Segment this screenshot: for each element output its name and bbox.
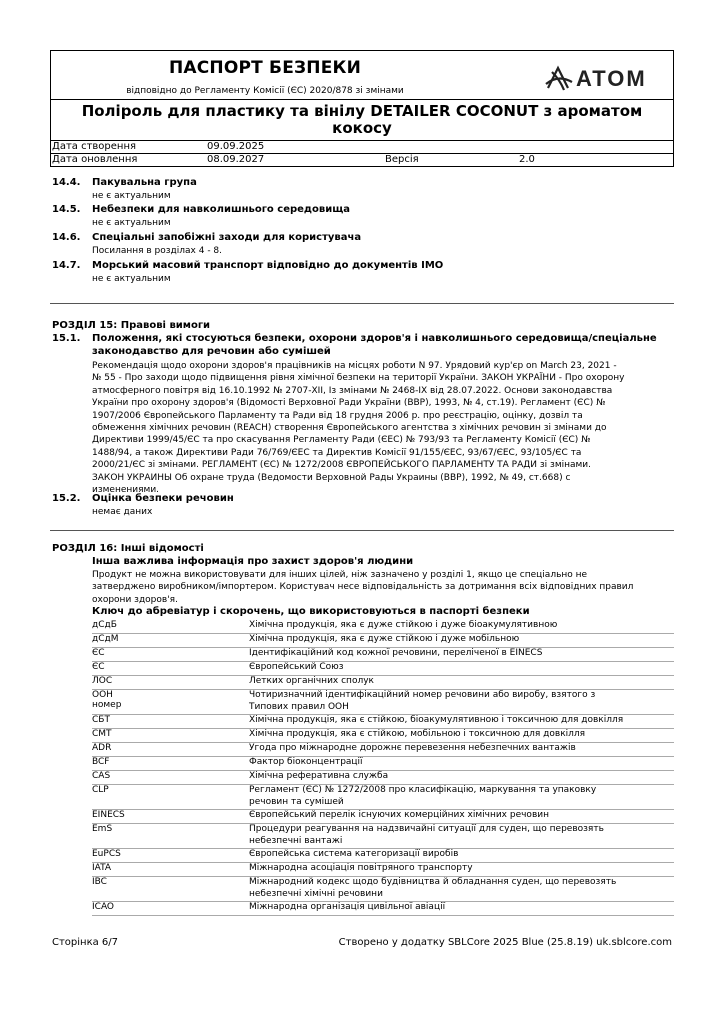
abbr-key: IATA [92, 863, 112, 873]
abbr-key: ЄС [92, 648, 105, 658]
abbr-key: ЄС [92, 662, 105, 672]
item-title: Пакувальна група [92, 177, 197, 188]
abbr-value: Ідентифікаційний код кожної речовини, переліченої в EINECS [249, 648, 543, 658]
item-text: не є актуальним [92, 191, 171, 201]
abbr-value: Хімічна реферативна служба [249, 771, 389, 781]
updated-label: Дата оновлення [52, 154, 138, 165]
abbr-key: BCF [92, 757, 110, 767]
abbr-value: Міжнародна асоціація повітряного транспорту [249, 863, 473, 873]
header-divider [50, 99, 674, 100]
item-text: немає даних [92, 507, 153, 517]
abbr-key: EmS [92, 824, 113, 834]
created-label: Дата створення [52, 141, 136, 152]
abbr-key: ADR [92, 743, 112, 753]
abbr-value: Хімічна продукція, яка є дуже стійкою і дуже мобільною [249, 634, 520, 644]
atom-logo-text: ATOM [576, 66, 647, 91]
abbr-value: Хімічна продукція, яка є стійкою, мобільною і токсичною для довкілля [249, 729, 586, 739]
abbr-key: СМТ [92, 729, 112, 739]
created-value: 09.09.2025 [207, 141, 265, 152]
item-text: не є актуальним [92, 274, 171, 284]
abbr-value: Процедури реагування на надзвичайні ситуації для суден, що перевозять небезпечні вантажі [249, 824, 604, 846]
item-title: Небезпеки для навколишнього середовища [92, 204, 351, 215]
abbr-value: Угода про міжнародне дорожнє перевезення небезпечних вантажів [249, 743, 576, 753]
document-title: ПАСПОРТ БЕЗПЕКИ [168, 58, 362, 78]
abbr-key: IBC [92, 877, 107, 887]
atom-logo-icon [546, 68, 572, 90]
header-divider-2 [50, 140, 674, 141]
abbr-value: Хімічна продукція, яка є дуже стійкою і дуже біоакумулятивною [249, 620, 558, 630]
created-with: Створено у додатку SBLCore 2025 Blue (25.8.19) uk.sblcore.com [338, 937, 672, 948]
item-title: Морський масовий транспорт відповідно до документів IMO [92, 260, 444, 271]
regulations-text: Рекомендація щодо охорони здоров'я працівників на місцях роботи N 97. Урядовий кур'єр on March 23, 2021 - № 55 - Про заходи щодо підвищення рівня хімічної безпеки на території України. ЗАКОН УКРАЇНИ - Про охорону атмосферного повітря від 16.10.1992 № 2707-XII, Із змінами № 2468-IX від 28.07.2022. Основи законодавства України про охорону здоров'я (Відомості Верховної Ради України (ВВР), 1993, № 4, ст.19). Регламент (ЄС) № 1907/2006 Європейського Парламенту та Ради від 18 грудня 2006 р. про реєстрацію, оцінку, дозвіл та обмеження хімічних речовин (REACH) створення Європейського агентства з хімічних речовин зі змінами до Директиви 1999/45/ЄС та про скасування Регламенту Ради (ЄЕС) № 793/93 та Регламенту Комісії (ЄС) № 1488/94, а також Директиви Ради 76/769/ЄЕС та Директив Комісії 91/155/ЄЕС, 93/67/ЄЕС, 93/105/ЄС та 2000/21/ЄС зі змінами. РЕГЛАМЕНТ (ЄС) № 1272/2008 ЄВРОПЕЙСЬКОГО ПАРЛАМЕНТУ ТА РАДИ зі змінами. ЗАКОН УКРАИНЫ Об охране труда (Ведомости Верховной Рады Украины (ВВР), 1992, № 49, ст.668) с изменениями. [92, 361, 625, 496]
abbr-value: Європейський перелік існуючих комерційних хімічних речовин [249, 810, 549, 820]
product-name: Поліроль для пластику та вінілу DETAILER COCONUT з ароматом кокосу [81, 102, 643, 137]
abbr-value: Європейський Союз [249, 662, 344, 672]
subheading: Інша важлива інформація про захист здоров'я людини [92, 556, 414, 567]
item-text: не є актуальним [92, 218, 171, 228]
item-title: Оцінка безпеки речовин [92, 493, 234, 504]
abbr-key: ЛОС [92, 676, 113, 686]
item-title-cont: законодавство для речовин або сумішей [92, 346, 331, 357]
abbr-key: дСдБ [92, 620, 117, 630]
row-divider [92, 915, 674, 916]
version-label: Версія [385, 154, 419, 165]
section-divider [50, 303, 674, 304]
item-number: 14.5. [52, 204, 81, 215]
atom-logo [542, 60, 672, 94]
updated-value: 08.09.2027 [207, 154, 265, 165]
version-value: 2.0 [519, 154, 535, 165]
section-heading: РОЗДІЛ 16: Інші відомості [52, 543, 204, 554]
abbr-key: ООН номер [92, 690, 122, 710]
section-heading: РОЗДІЛ 15: Правові вимоги [52, 320, 211, 331]
abbr-value: Чотиризначний ідентифікаційний номер речовини або виробу, взятого з Типових правил ООН [249, 690, 596, 712]
item-title: Положення, які стосуються безпеки, охорони здоров'я і навколишнього середовища/спеціальне [92, 333, 657, 344]
item-text: Посилання в розділах 4 - 8. [92, 246, 223, 256]
abbr-key: EINECS [92, 810, 125, 820]
abbr-key: CAS [92, 771, 111, 781]
abbr-value: Регламент (ЄС) № 1272/2008 про класифікацію, маркування та упаковку речовин та сумішей [249, 785, 597, 807]
abbr-key: СБТ [92, 715, 110, 725]
subheading: Ключ до абревіатур і скорочень, що використовуються в паспорті безпеки [92, 606, 530, 617]
abbr-key: дСдМ [92, 634, 119, 644]
abbr-value: Летких органічних сполук [249, 676, 374, 686]
item-title: Спеціальні запобіжні заходи для користувача [92, 232, 362, 243]
abbr-key: ICAO [92, 902, 115, 912]
abbr-value: Фактор біоконцентрації [249, 757, 363, 767]
page-number: Сторінка 6/7 [52, 937, 119, 948]
item-number: 14.4. [52, 177, 81, 188]
abbr-value: Європейська система категоризації виробів [249, 849, 459, 859]
usage-note: Продукт не можна використовувати для інших цілей, ніж зазначено у розділі 1, якщо це спеціально не затверджено виробником/імпортером. Користувач несе відповідальність за дотримання всіх відповідних правил охорони здоров'я. [92, 570, 634, 605]
abbr-key: EuPCS [92, 849, 121, 859]
item-number: 15.2. [52, 493, 81, 504]
document-subtitle: відповідно до Регламенту Комісії (ЄС) 2020/878 зі змінами [126, 86, 404, 96]
item-number: 15.1. [52, 333, 81, 344]
abbr-value: Міжнародна організація цивільної авіації [249, 902, 446, 912]
item-number: 14.7. [52, 260, 81, 271]
section-divider [50, 530, 674, 531]
abbr-key: CLP [92, 785, 109, 795]
abbr-value: Міжнародний кодекс щодо будівництва й обладнання суден, що перевозять небезпечні хімічні речовини [249, 877, 617, 899]
item-number: 14.6. [52, 232, 81, 243]
meta-divider [50, 153, 674, 154]
abbr-value: Хімічна продукція, яка є стійкою, біоакумулятивною і токсичною для довкілля [249, 715, 624, 725]
